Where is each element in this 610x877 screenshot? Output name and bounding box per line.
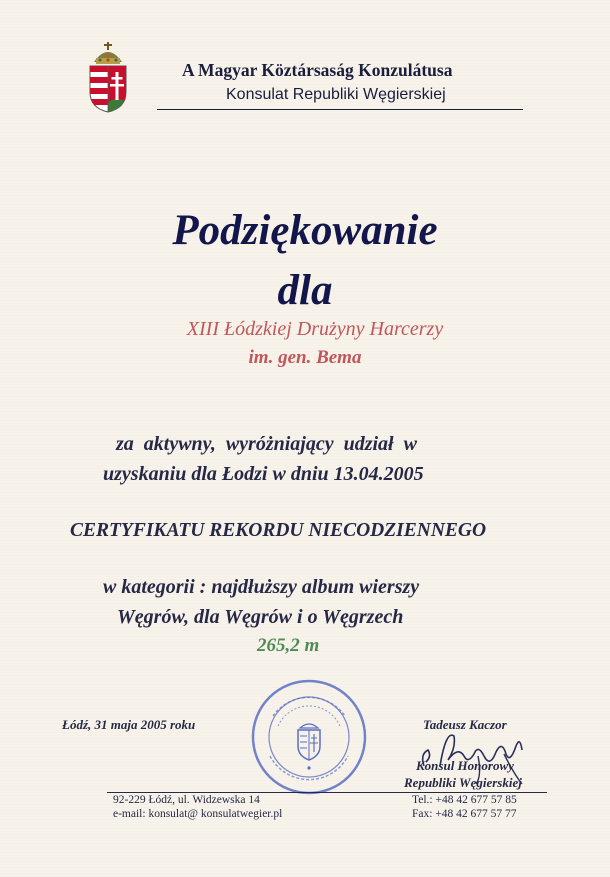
- consulate-email: e-mail: konsulat@ konsulatwegier.pl: [113, 808, 283, 820]
- signer-title-line-1: Konsul Honorowy: [416, 758, 514, 773]
- recipient-line-1: XIII Łódzkiej Drużyny Harcerzy: [186, 318, 444, 340]
- category-line-1: w kategorii : najdłuższy album wierszy: [103, 576, 420, 598]
- consulate-name-polish: Konsulat Republiki Węgierskiej: [226, 86, 446, 103]
- consulate-address: 92-229 Łódź, ul. Widzewska 14: [113, 794, 260, 806]
- header-divider: [157, 109, 523, 110]
- hungarian-coat-of-arms-icon: [86, 40, 130, 114]
- certificate-name: CERTYFIKATU REKORDU NIECODZIENNEGO: [70, 520, 487, 541]
- consulate-phone: Tel.: +48 42 677 57 85: [412, 794, 517, 806]
- recipient-line-2: im. gen. Bema: [248, 347, 362, 368]
- album-length: 265,2 m: [257, 635, 320, 656]
- consulate-seal-icon: [248, 676, 370, 798]
- consulate-fax: Fax: +48 42 677 57 77: [412, 808, 517, 820]
- consulate-name-hungarian: A Magyar Köztársaság Konzulátusa: [182, 60, 453, 80]
- place-and-date: Łódź, 31 maja 2005 roku: [62, 717, 196, 732]
- footer-divider: [107, 792, 547, 793]
- body-line-1: za aktywny, wyróżniający udział w: [116, 433, 417, 455]
- signer-title-line-2: Republiki Węgierskiej: [404, 775, 522, 790]
- signer-name: Tadeusz Kaczor: [423, 717, 507, 732]
- category-line-2: Węgrów, dla Węgrów i o Węgrzech: [117, 606, 404, 628]
- document-title-dla: dla: [277, 267, 333, 314]
- document-title: Podziękowanie: [172, 207, 438, 254]
- body-line-2: uzyskaniu dla Łodzi w dniu 13.04.2005: [103, 463, 424, 485]
